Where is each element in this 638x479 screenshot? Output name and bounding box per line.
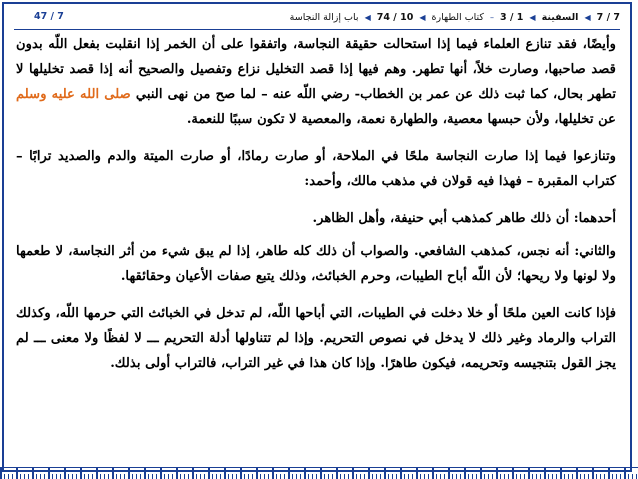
breadcrumb-separator-icon: ◀ bbox=[529, 13, 536, 22]
page-header bbox=[14, 10, 620, 28]
header-divider bbox=[14, 29, 620, 30]
prophet-salutation: صلى الله عليه وسلم bbox=[16, 87, 131, 102]
bottom-ruler bbox=[0, 467, 638, 479]
breadcrumb-section[interactable]: باب إزالة النجاسة bbox=[289, 12, 359, 23]
breadcrumb-book[interactable]: السفينة bbox=[541, 12, 579, 23]
breadcrumb-chapter[interactable]: كتاب الطهارة bbox=[431, 12, 484, 23]
paragraph-1-text-b: عن تخليلها، ولأن حبسها معصية، والطهارة نعمة، والمعصية لا تكون سببًا للنعمة. bbox=[186, 112, 616, 127]
paragraph-1-text-a: وأيضًا، فقد تنازع العلماء فيما إذا استحالت حقيقة النجاسة، واتفقوا على أن الخمر إذا انقلبت بفعل اللّه بدون قصد صاحبها، وصارت خلاً، أنها تطهر. وهم فيها إذا قصد التخليل نزاع وتفصيل والصحيح أنه إذا قصد تخليلها لا تطهر بحال، كما ثبت ذلك عن عمر بن الخطاب- رضي اللّه عنه – لما صح من نهى النبي bbox=[16, 37, 616, 102]
breadcrumb bbox=[290, 10, 620, 26]
breadcrumb-separator-icon: ◀ bbox=[364, 13, 371, 22]
paragraph-2: وتنازعوا فيما إذا صارت النجاسة ملحًا في الملاحة، أو صارت رمادًا، أو صارت الميتة والدم والصديد ترابًا – كتراب المقبرة – فهذا فيه قولان في مذهب مالك، وأحمد: bbox=[16, 149, 616, 189]
paragraph-1 bbox=[16, 32, 616, 132]
paragraph-4: والثاني: أنه نجس، كمذهب الشافعي. والصواب أن ذلك كله طاهر، إذا لم يبق شيء من أثر النجاسة، لا طعمها ولا لونها ولا ريحها؛ لأن اللّه أباح الطيبات، وحرم الخبائث، وذلك يتبع صفات الأعيان وحقائقها. bbox=[16, 244, 616, 284]
breadcrumb-part[interactable]: 1 / 3 bbox=[500, 12, 524, 23]
page-frame bbox=[2, 2, 632, 472]
paragraph-3: أحدهما: أن ذلك طاهر كمذهب أبي حنيفة، وأهل الظاهر. bbox=[312, 211, 616, 226]
page-counter: 47 / 7 bbox=[34, 11, 64, 22]
breadcrumb-section-number[interactable]: 10 / 74 bbox=[376, 12, 414, 23]
breadcrumb-separator-icon: ◀ bbox=[584, 13, 591, 22]
breadcrumb-separator-icon: ◀ bbox=[419, 13, 426, 22]
breadcrumb-page[interactable]: 7 / 7 bbox=[596, 12, 620, 23]
page-content bbox=[16, 32, 616, 388]
paragraph-5: فإذا كانت العين ملحًا أو خلا دخلت في الطيبات، التي أباحها اللّه، لم تدخل في الخبائث التي حرمها اللّه، وكذلك التراب والرماد وغير ذلك لا يدخل في نصوص التحريم. وإذا لم تتناولها أدلة التحريم ـــ لا لفظًا ولا معنى ـــ لم يجز القول بتنجيسه وتحريمه، فيكون طاهرًا. وإذا كان هذا في غير التراب، فالتراب أولى بذلك. bbox=[16, 306, 616, 371]
breadcrumb-separator-icon: – bbox=[489, 13, 494, 22]
